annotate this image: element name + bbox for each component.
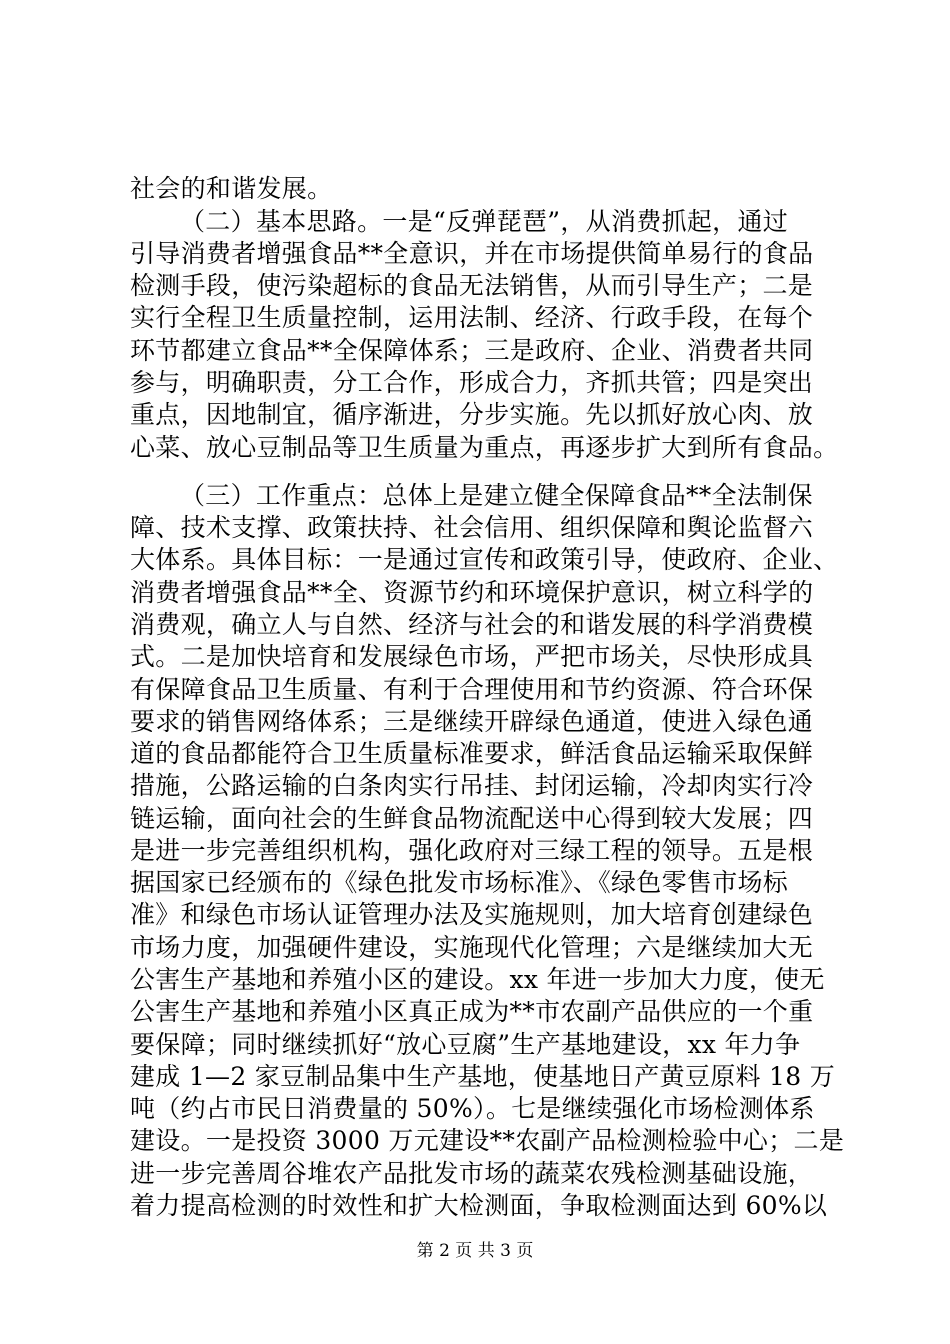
body-line-17: 要求的销售网络体系；三是继续开辟绿色通道，使进入绿色通	[130, 707, 814, 736]
body-line-31: 进一步完善周谷堆农产品批发市场的蔬菜农残检测基础设施，	[130, 1159, 814, 1188]
page-footer: 第 2 页 共 3 页	[416, 1241, 534, 1261]
body-line-18: 道的食品都能符合卫生质量标准要求，鲜活食品运输采取保鲜	[130, 739, 814, 768]
body-line-7: 参与，明确职责，分工合作，形成合力，齐抓共管；四是突出	[130, 368, 814, 397]
body-line-26: 公害生产基地和养殖小区真正成为**市农副产品供应的一个重	[130, 997, 814, 1026]
body-line-16: 有保障食品卫生质量、有利于合理使用和节约资源、符合环保	[130, 675, 814, 704]
body-line-12: 大体系。具体目标：一是通过宣传和政策引导，使政府、企业、	[130, 545, 839, 574]
body-line-21: 是进一步完善组织机构，强化政府对三绿工程的领导。五是根	[130, 836, 814, 865]
body-line-14: 消费观，确立人与自然、经济与社会的和谐发展的科学消费模	[130, 610, 814, 639]
body-line-32: 着力提高检测的时效性和扩大检测面，争取检测面达到 60%以	[130, 1191, 828, 1220]
body-line-20: 链运输，面向社会的生鲜食品物流配送中心得到较大发展；四	[130, 804, 814, 833]
body-line-15: 式。二是加快培育和发展绿色市场，严把市场关，尽快形成具	[130, 642, 814, 671]
body-line-9: 心菜、放心豆制品等卫生质量为重点，再逐步扩大到所有食品。	[130, 433, 839, 462]
body-line-13: 消费者增强食品**全、资源节约和环境保护意识，树立科学的	[130, 578, 814, 607]
body-line-6: 环节都建立食品**全保障体系；三是政府、企业、消费者共同	[130, 336, 814, 365]
body-line-4: 检测手段，使污染超标的食品无法销售，从而引导生产；二是	[130, 271, 814, 300]
body-line-8: 重点，因地制宜，循序渐进，分步实施。先以抓好放心肉、放	[130, 400, 814, 429]
body-line-10: （三）工作重点：总体上是建立健全保障食品**全法制保	[180, 481, 813, 510]
body-line-27: 要保障；同时继续抓好“放心豆腐”生产基地建设，xx 年力争	[130, 1030, 801, 1059]
body-line-19: 措施，公路运输的白条肉实行吊挂、封闭运输，冷却肉实行冷	[130, 771, 814, 800]
body-line-25: 公害生产基地和养殖小区的建设。xx 年进一步加大力度，使无	[130, 965, 825, 994]
body-line-5: 实行全程卫生质量控制，运用法制、经济、行政手段，在每个	[130, 303, 814, 332]
body-line-11: 障、技术支撑、政策扶持、社会信用、组织保障和舆论监督六	[130, 513, 814, 542]
body-line-23: 准》和绿色市场认证管理办法及实施规则，加大培育创建绿色	[130, 900, 814, 929]
body-line-30: 建设。一是投资 3000 万元建设**农副产品检测检验中心；二是	[130, 1126, 845, 1155]
body-line-29: 吨（约占市民日消费量的 50%）。七是继续强化市场检测体系	[130, 1094, 815, 1123]
body-line-28: 建成 1—2 家豆制品集中生产基地，使基地日产黄豆原料 18 万	[130, 1062, 836, 1091]
body-line-2: （二）基本思路。一是“反弹琵琶”，从消费抓起，通过	[180, 207, 789, 236]
body-line-24: 市场力度，加强硬件建设，实施现代化管理；六是继续加大无	[130, 933, 814, 962]
body-line-22: 据国家已经颁布的《绿色批发市场标准》、《绿色零售市场标	[130, 868, 789, 897]
body-line-3: 引导消费者增强食品**全意识，并在市场提供简单易行的食品	[130, 239, 814, 268]
body-line-1: 社会的和谐发展。	[130, 174, 333, 203]
